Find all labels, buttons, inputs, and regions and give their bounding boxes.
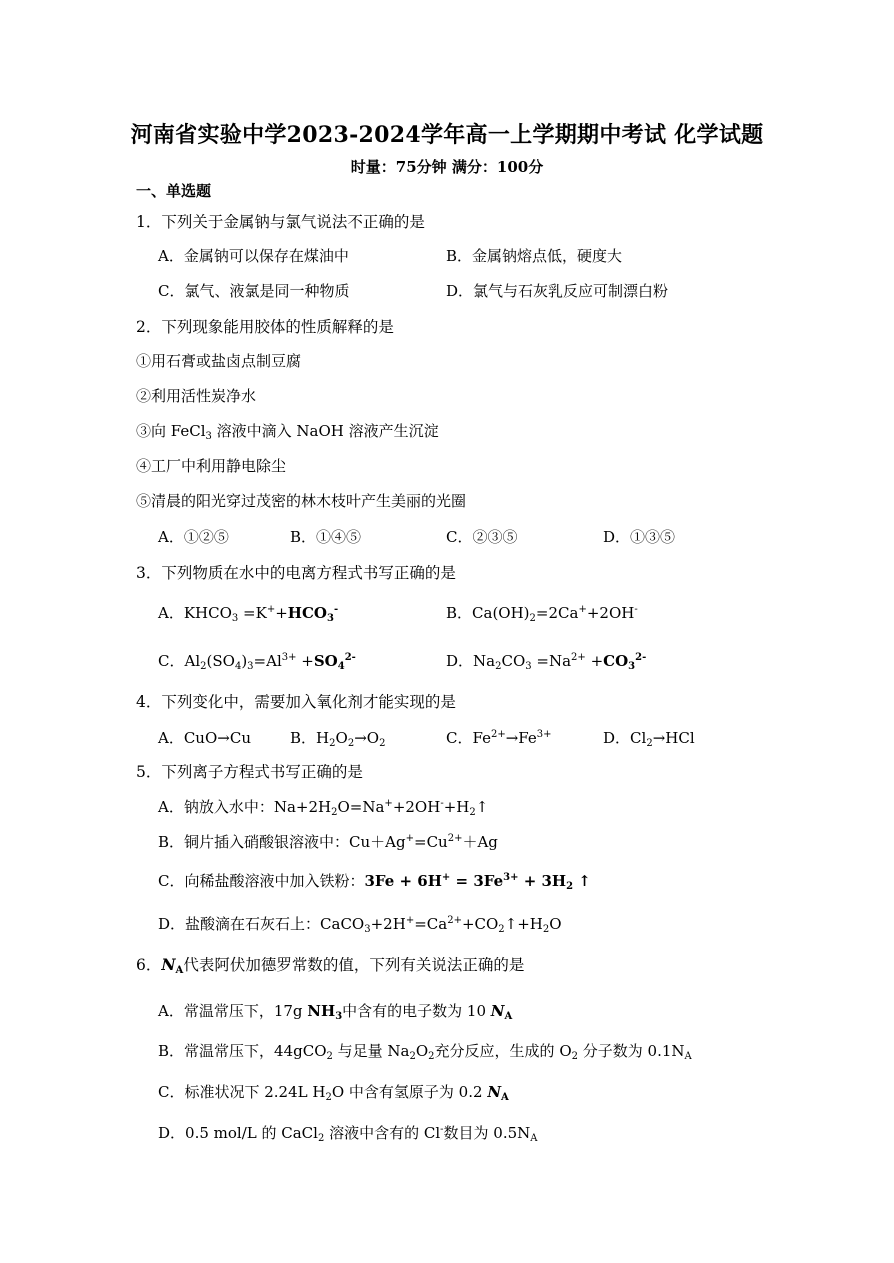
question-4-option-c[interactable]: C．$Fe^{2+}\to Fe^{3+}$	[446, 729, 552, 747]
question-3-option-a[interactable]: A．$KHCO_3 =K^++HCO_3^-$	[158, 604, 339, 624]
question-5-option-d[interactable]: D．盐酸滴在石灰石上：$CaCO_3+2H^+=Ca^{2+}+CO_2↑+H_2O$	[158, 915, 562, 935]
question-6-option-c[interactable]: C．标准状况下 2.24L $H_2O$ 中含有氢原子为 0.2 $N_A$	[158, 1083, 509, 1103]
question-2-option-a[interactable]: A．①②⑤	[158, 528, 229, 546]
question-2-option-b[interactable]: B．①④⑤	[290, 528, 362, 546]
question-3-option-b[interactable]: B．$Ca(OH)_2=2Ca^++2OH^-$	[446, 604, 638, 624]
section-heading: 一、单选题	[136, 182, 212, 200]
question-1-option-a[interactable]: A．金属钠可以保存在煤油中	[158, 247, 349, 265]
question-3-option-d[interactable]: D．$Na_2CO_3 =Na^{2+} +CO_3^{2-}$	[446, 652, 647, 672]
question-6-option-a[interactable]: A．常温常压下，17g $NH_3$中含有的电子数为 10 $N_A$	[158, 1002, 513, 1022]
question-2-stem: 2．下列现象能用胶体的性质解释的是	[136, 318, 394, 336]
question-2-statement-2: ②利用活性炭净水	[136, 387, 257, 405]
question-4-stem: 4．下列变化中，需要加入氧化剂才能实现的是	[136, 693, 456, 711]
page-title: 河南省实验中学2023-2024学年高一上学期期中考试 化学试题	[130, 122, 764, 148]
question-1-option-d[interactable]: D．氯气与石灰乳反应可制漂白粉	[446, 282, 669, 300]
question-6-option-d[interactable]: D．0.5 mol/L 的 CaCl$_2$ 溶液中含有的 Cl-数目为 $0.5N_A$	[158, 1124, 538, 1144]
question-5-option-c[interactable]: C．向稀盐酸溶液中加入铁粉：$3Fe + 6H^+ = 3Fe^{3+} + 3H_2$ ↑	[158, 872, 591, 892]
question-6-stem: 6．$N_A$代表阿伏加德罗常数的值，下列有关说法正确的是	[136, 955, 525, 976]
question-1-option-b[interactable]: B．金属钠熔点低，硬度大	[446, 247, 623, 265]
question-1-stem: 1．下列关于金属钠与氯气说法不正确的是	[136, 213, 425, 231]
question-5-option-b[interactable]: B．铜片插入硝酸银溶液中：$Cu+Ag^+=Cu^{2+}+Ag$	[158, 833, 498, 851]
question-2-statement-4: ④工厂中利用静电除尘	[136, 457, 287, 475]
question-4-option-d[interactable]: D．$Cl_2\to HCl$	[603, 729, 695, 749]
question-3-option-c[interactable]: C．$Al_2(SO_4)_3=Al^{3+} +SO_4^{2-}$	[158, 652, 356, 672]
question-2-statement-3: ③向 FeCl$_3$ 溶液中滴入 NaOH 溶液产生沉淀	[136, 422, 439, 442]
question-2-option-d[interactable]: D．①③⑤	[603, 528, 676, 546]
question-2-statement-1: ①用石膏或盐卤点制豆腐	[136, 352, 302, 370]
question-3-stem: 3．下列物质在水中的电离方程式书写正确的是	[136, 564, 456, 582]
question-5-option-a[interactable]: A．钠放入水中：$Na+2H_2O=Na^++2OH^-+H_2↑$	[158, 798, 489, 818]
question-4-option-a[interactable]: A．CuO→Cu	[158, 729, 251, 747]
question-6-option-b[interactable]: B．常温常压下，44gCO$_2$ 与足量 $Na_2O_2$充分反应，生成的 $O_2$ 分子数为 $0.1N_A$	[158, 1042, 692, 1062]
question-4-option-b[interactable]: B．$H_2O_2\to O_2$	[290, 729, 386, 749]
question-2-statement-5: ⑤清晨的阳光穿过茂密的林木枝叶产生美丽的光圈	[136, 492, 467, 510]
question-5-stem: 5．下列离子方程式书写正确的是	[136, 763, 363, 781]
question-2-option-c[interactable]: C．②③⑤	[446, 528, 518, 546]
exam-info: 时量：75分钟 满分：100分	[350, 158, 544, 176]
question-1-option-c[interactable]: C．氯气、液氯是同一种物质	[158, 282, 350, 300]
